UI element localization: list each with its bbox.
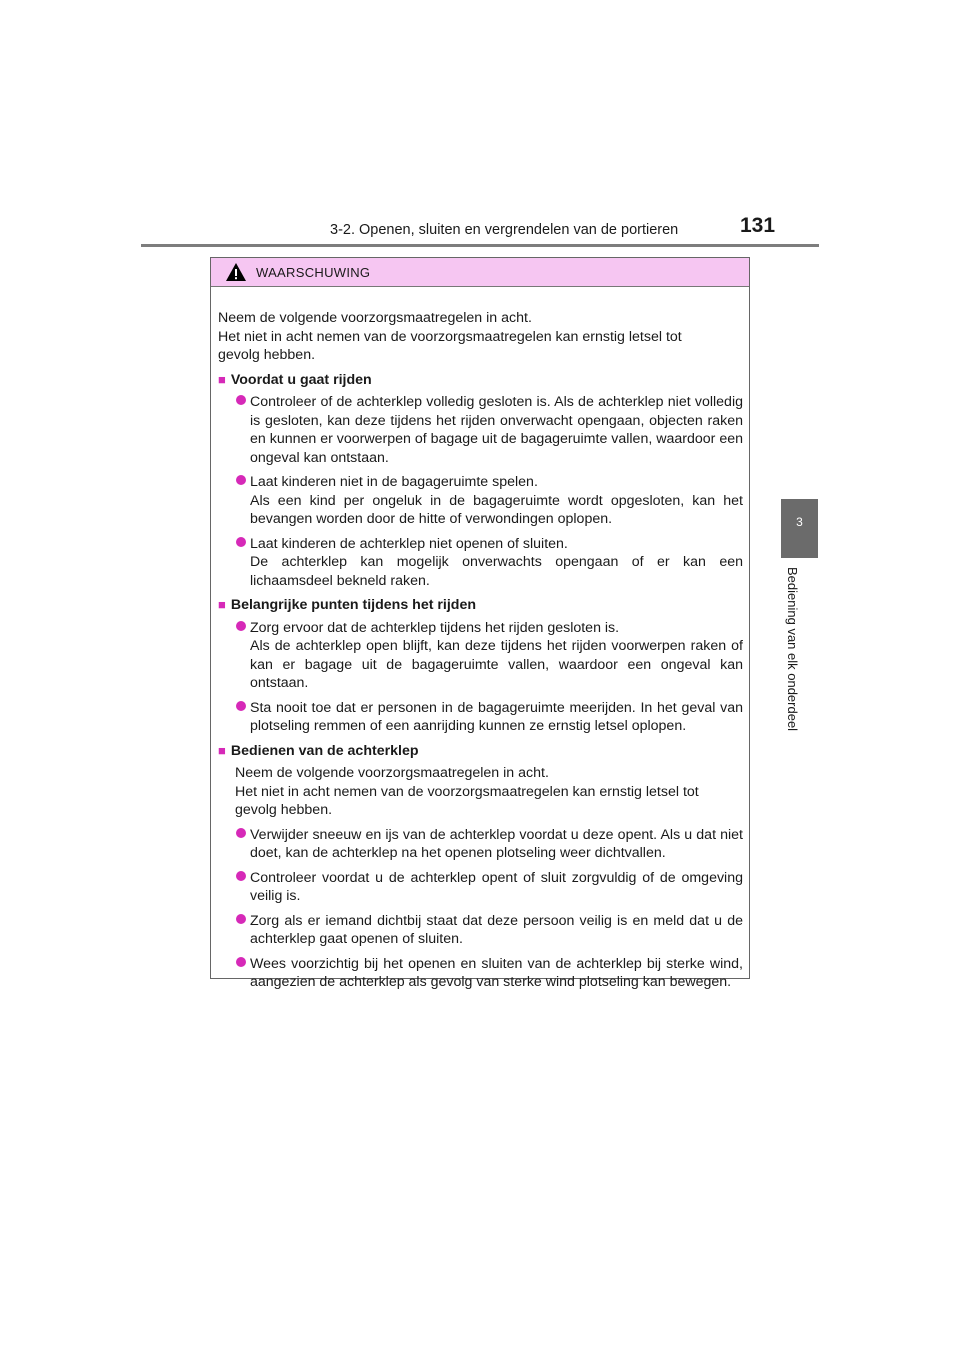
round-bullet-icon bbox=[236, 828, 246, 838]
section-title-text: Bedienen van de achterklep bbox=[230, 742, 419, 759]
bullet-item bbox=[218, 473, 743, 529]
section-title bbox=[218, 596, 743, 615]
round-bullet-icon bbox=[236, 914, 246, 924]
bullet-item bbox=[218, 869, 743, 906]
bullet-item bbox=[218, 393, 743, 467]
bullet-text: Zorg als er iemand dichtbij staat dat deze persoon veilig is en meld dat u de achterklep gaat openen of sluiten. bbox=[250, 912, 743, 947]
section-title-text: Belangrijke punten tijdens het rijden bbox=[230, 597, 477, 613]
chapter-number: 3 bbox=[796, 515, 803, 529]
warning-section bbox=[218, 596, 743, 736]
chapter-title: Bediening van elk onderdeel bbox=[785, 567, 800, 732]
bullet-text: Als een kind per ongeluk in de bagageruimte wordt opgesloten, kan het bevangen worden door de hitte of verwondingen oplopen. bbox=[250, 492, 743, 527]
header-rule bbox=[141, 244, 819, 247]
bullet-item bbox=[218, 619, 743, 693]
bullet-item bbox=[218, 955, 743, 992]
bullet-text: Laat kinderen de achterklep niet openen of sluiten. bbox=[250, 535, 568, 552]
warning-sections bbox=[218, 371, 743, 992]
section-intro bbox=[218, 764, 743, 820]
bullet-text: Laat kinderen niet in de bagageruimte spelen. bbox=[250, 474, 538, 490]
round-bullet-icon bbox=[236, 871, 246, 881]
warning-intro bbox=[218, 309, 743, 365]
section-title-text: Voordat u gaat rijden bbox=[230, 371, 372, 388]
header-title: 3-2. Openen, sluiten en vergrendelen van de portieren bbox=[330, 222, 679, 238]
bullet-text: Controleer voordat u de achterklep opent of sluit zorgvuldig of de omgeving veilig is. bbox=[250, 869, 743, 904]
round-bullet-icon bbox=[236, 395, 246, 405]
warning-box bbox=[210, 257, 750, 990]
bullet-text: Sta nooit toe dat er personen in de bagageruimte meerijden. In het geval van plotseling remmen of een aanrijding kunnen ze ernstig letsel oplopen. bbox=[250, 699, 743, 734]
bullet-text: Verwijder sneeuw en ijs van de achterklep voordat u deze opent. Als u dat niet doet, kan de achterklep na het openen plotseling weer dichtvallen. bbox=[250, 826, 743, 861]
warning-section bbox=[218, 742, 743, 992]
bullet-item bbox=[218, 826, 743, 863]
section-title bbox=[218, 742, 743, 761]
warning-body bbox=[211, 287, 749, 992]
round-bullet-icon bbox=[236, 957, 246, 967]
intro-line: gevolg hebben. bbox=[218, 347, 316, 363]
bullet-text: Wees voorzichtig bij het openen en sluiten van de achterklep bij sterke wind, aangezien de achterklep als gevolg van sterke wind plotseling kan bewegen. bbox=[250, 955, 743, 990]
square-bullet-icon: ■ bbox=[218, 597, 226, 612]
page-number: 131 bbox=[740, 214, 776, 237]
round-bullet-icon bbox=[236, 621, 246, 631]
section-intro-line: gevolg hebben. bbox=[235, 802, 333, 818]
bullet-item bbox=[218, 699, 743, 736]
round-bullet-icon bbox=[236, 475, 246, 485]
bullet-text: De achterklep kan mogelijk onverwachts opengaan of er kan een lichaamsdeel bekneld raken. bbox=[250, 554, 743, 589]
warning-header bbox=[211, 258, 749, 287]
intro-line: Het niet in acht nemen van de voorzorgsmaatregelen kan ernstig letsel tot bbox=[218, 328, 682, 345]
round-bullet-icon bbox=[236, 537, 246, 547]
round-bullet-icon bbox=[236, 701, 246, 711]
section-intro-line: Neem de volgende voorzorgsmaatregelen in acht. bbox=[235, 765, 549, 781]
bullet-text: Zorg ervoor dat de achterklep tijdens het rijden gesloten is. bbox=[250, 619, 620, 636]
section-title bbox=[218, 371, 743, 390]
section-intro-line: Het niet in acht nemen van de voorzorgsmaatregelen kan ernstig letsel tot bbox=[235, 783, 699, 800]
chapter-tab bbox=[781, 499, 818, 558]
warning-triangle-icon bbox=[225, 262, 247, 282]
bullet-text: Als de achterklep open blijft, kan deze tijdens het rijden voorwerpen raken of kan er bagage uit de bagageruimte vallen, waardoor een ongeval kan ontstaan. bbox=[250, 638, 743, 691]
bullet-text: Controleer of de achterklep volledig gesloten is. Als de achterklep niet volledig is gesloten, kan deze tijdens het rijden onverwacht opengaan, objecten raken en kunnen er voorwerpen of bagage uit de bagageruimte vallen, waardoor een ongeval kan ontstaan. bbox=[250, 394, 743, 466]
warning-title: WAARSCHUWING bbox=[256, 265, 371, 280]
square-bullet-icon: ■ bbox=[218, 742, 226, 758]
square-bullet-icon: ■ bbox=[218, 371, 226, 387]
bullet-item bbox=[218, 535, 743, 591]
intro-line: Neem de volgende voorzorgsmaatregelen in acht. bbox=[218, 310, 532, 326]
bullet-item bbox=[218, 912, 743, 949]
warning-section bbox=[218, 371, 743, 591]
